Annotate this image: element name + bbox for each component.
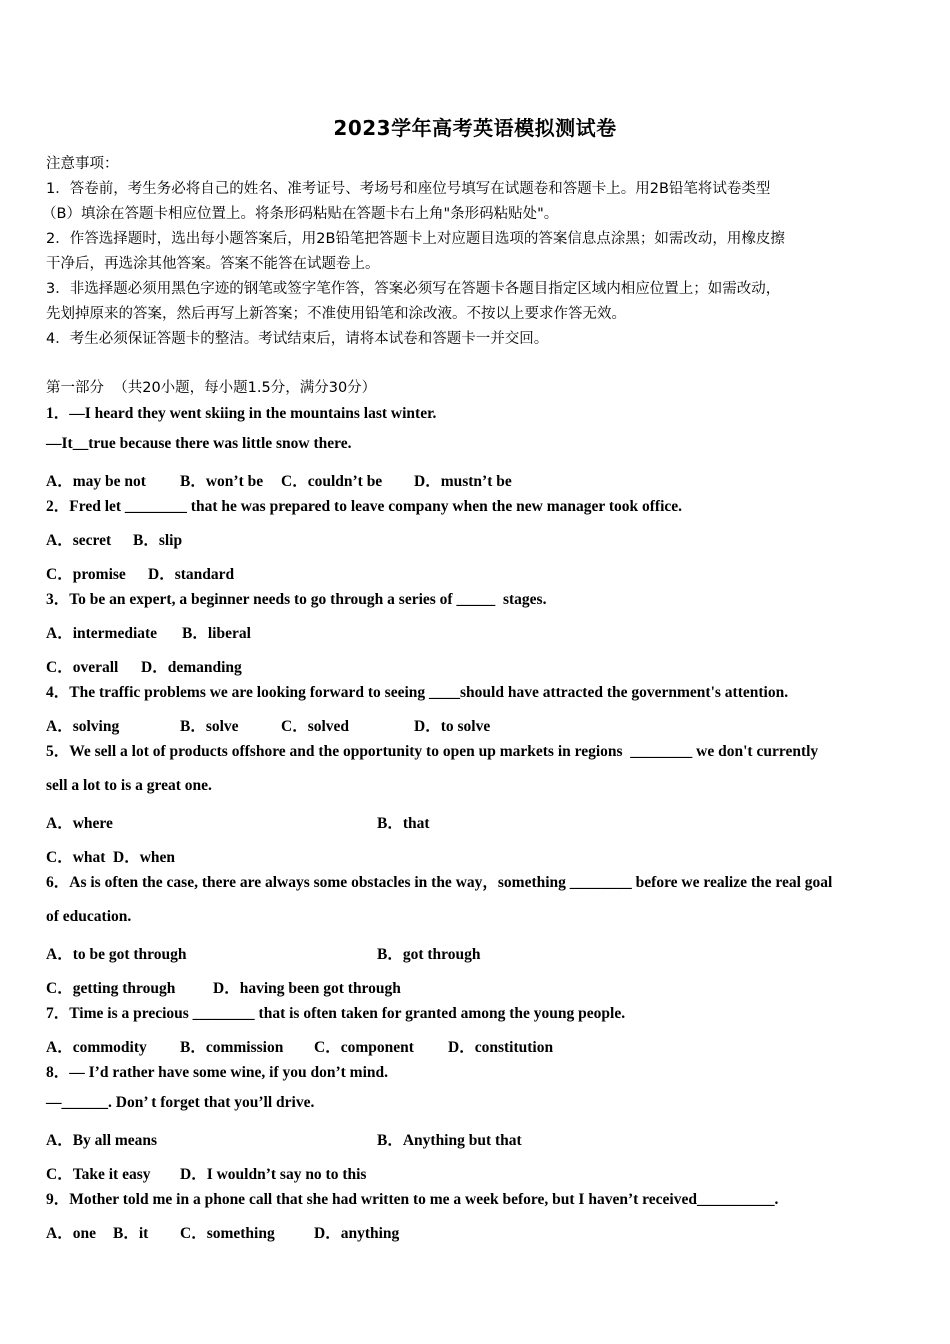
q9-option-b: B．it: [113, 1225, 149, 1242]
q3-option-b: B．liberal: [182, 625, 251, 642]
q7-option-a: A．commodity: [46, 1039, 147, 1056]
notice-line: 先划掉原来的答案，然后再写上新答案；不准使用铅笔和涂改液。不按以上要求作答无效。: [46, 306, 626, 322]
question-5-stem: 5．We sell a lot of products offshore and the opportunity to open up markets in regions ________ we don't currently: [46, 743, 819, 760]
q8-option-d: D．I wouldn’t say no to this: [180, 1166, 367, 1183]
notice-line: 2．作答选择题时，选出每小题答案后，用2B铅笔把答题卡上对应题目选项的答案信息点涂黑；如需改动，用橡皮擦: [46, 231, 785, 247]
section-heading: 第一部分 （共20小题，每小题1.5分，满分30分）: [46, 380, 377, 396]
question-6-stem: 6．As is often the case, there are always some obstacles in the way，something ________ before we realize the real goal: [46, 874, 833, 891]
q6-option-a: A．to be got through: [46, 946, 187, 963]
notice-line: 3．非选择题必须用黑色字迹的钢笔或签字笔作答，答案必须写在答题卡各题目指定区域内相应位置上；如需改动，: [46, 281, 781, 297]
q2-option-b: B．slip: [133, 532, 183, 549]
q8-option-a: A．By all means: [46, 1132, 158, 1149]
q5-option-d: D．when: [113, 849, 176, 866]
page-title: 2023学年高考英语模拟测试卷: [333, 116, 617, 140]
q4-option-d: D．to solve: [414, 718, 491, 735]
q5-option-b: B．that: [377, 815, 430, 832]
q1-option-a: A．may be not: [46, 473, 146, 490]
q7-option-d: D．constitution: [448, 1039, 554, 1056]
q3-option-d: D．demanding: [141, 659, 242, 676]
question-1-stem: 1．—I heard they went skiing in the mountains last winter.: [46, 405, 437, 422]
question-3-stem: 3．To be an expert, a beginner needs to go through a series of _____ stages.: [46, 591, 547, 608]
q3-option-c: C．overall: [46, 659, 119, 676]
q4-option-c: C．solved: [281, 718, 350, 735]
question-8-stem: 8．— I’d rather have some wine, if you don’t mind.: [46, 1064, 389, 1081]
q1-option-d: D．mustn’t be: [414, 473, 512, 490]
q5-option-a: A．where: [46, 815, 113, 832]
q9-option-d: D．anything: [314, 1225, 400, 1242]
question-8-stem-continued: —______. Don’ t forget that you’ll drive.: [46, 1094, 315, 1111]
q8-option-c: C．Take it easy: [46, 1166, 151, 1183]
q7-option-b: B．commission: [180, 1039, 284, 1056]
question-9-stem: 9．Mother told me in a phone call that she had written to me a week before, but I haven’t received__________.: [46, 1191, 779, 1208]
question-7-stem: 7．Time is a precious ________ that is often taken for granted among the young people.: [46, 1005, 626, 1022]
q8-option-b: B．Anything but that: [377, 1132, 522, 1149]
notice-line: 4．考生必须保证答题卡的整洁。考试结束后，请将本试卷和答题卡一并交回。: [46, 331, 549, 347]
q9-option-c: C．something: [180, 1225, 275, 1242]
q2-option-d: D．standard: [148, 566, 235, 583]
q1-option-c: C．couldn’t be: [281, 473, 383, 490]
notice-heading: 注意事项：: [46, 156, 119, 172]
notice-line: 干净后，再选涂其他答案。答案不能答在试题卷上。: [46, 256, 380, 272]
q7-option-c: C．component: [314, 1039, 414, 1056]
question-6-stem-continued: of education.: [46, 908, 132, 925]
question-1-stem-continued: —It__true because there was little snow there.: [46, 435, 352, 452]
q5-option-c: C．what: [46, 849, 106, 866]
q6-option-b: B．got through: [377, 946, 481, 963]
q6-option-d: D．having been got through: [213, 980, 401, 997]
question-4-stem: 4．The traffic problems we are looking forward to seeing ____should have attracted the government's attention.: [46, 684, 789, 701]
q2-option-c: C．promise: [46, 566, 126, 583]
q2-option-a: A．secret: [46, 532, 112, 549]
q4-option-a: A．solving: [46, 718, 120, 735]
q6-option-c: C．getting through: [46, 980, 176, 997]
notice-line: （B）填涂在答题卡相应位置上。将条形码粘贴在答题卡右上角"条形码粘贴处"。: [42, 206, 559, 222]
q4-option-b: B．solve: [180, 718, 239, 735]
question-5-stem-continued: sell a lot to is a great one.: [46, 777, 212, 794]
q3-option-a: A．intermediate: [46, 625, 158, 642]
question-2-stem: 2．Fred let ________ that he was prepared to leave company when the new manager took office.: [46, 498, 683, 515]
q9-option-a: A．one: [46, 1225, 96, 1242]
q1-option-b: B．won’t be: [180, 473, 264, 490]
notice-line: 1．答卷前，考生务必将自己的姓名、准考证号、考场号和座位号填写在试题卷和答题卡上。用2B铅笔将试卷类型: [46, 181, 771, 197]
